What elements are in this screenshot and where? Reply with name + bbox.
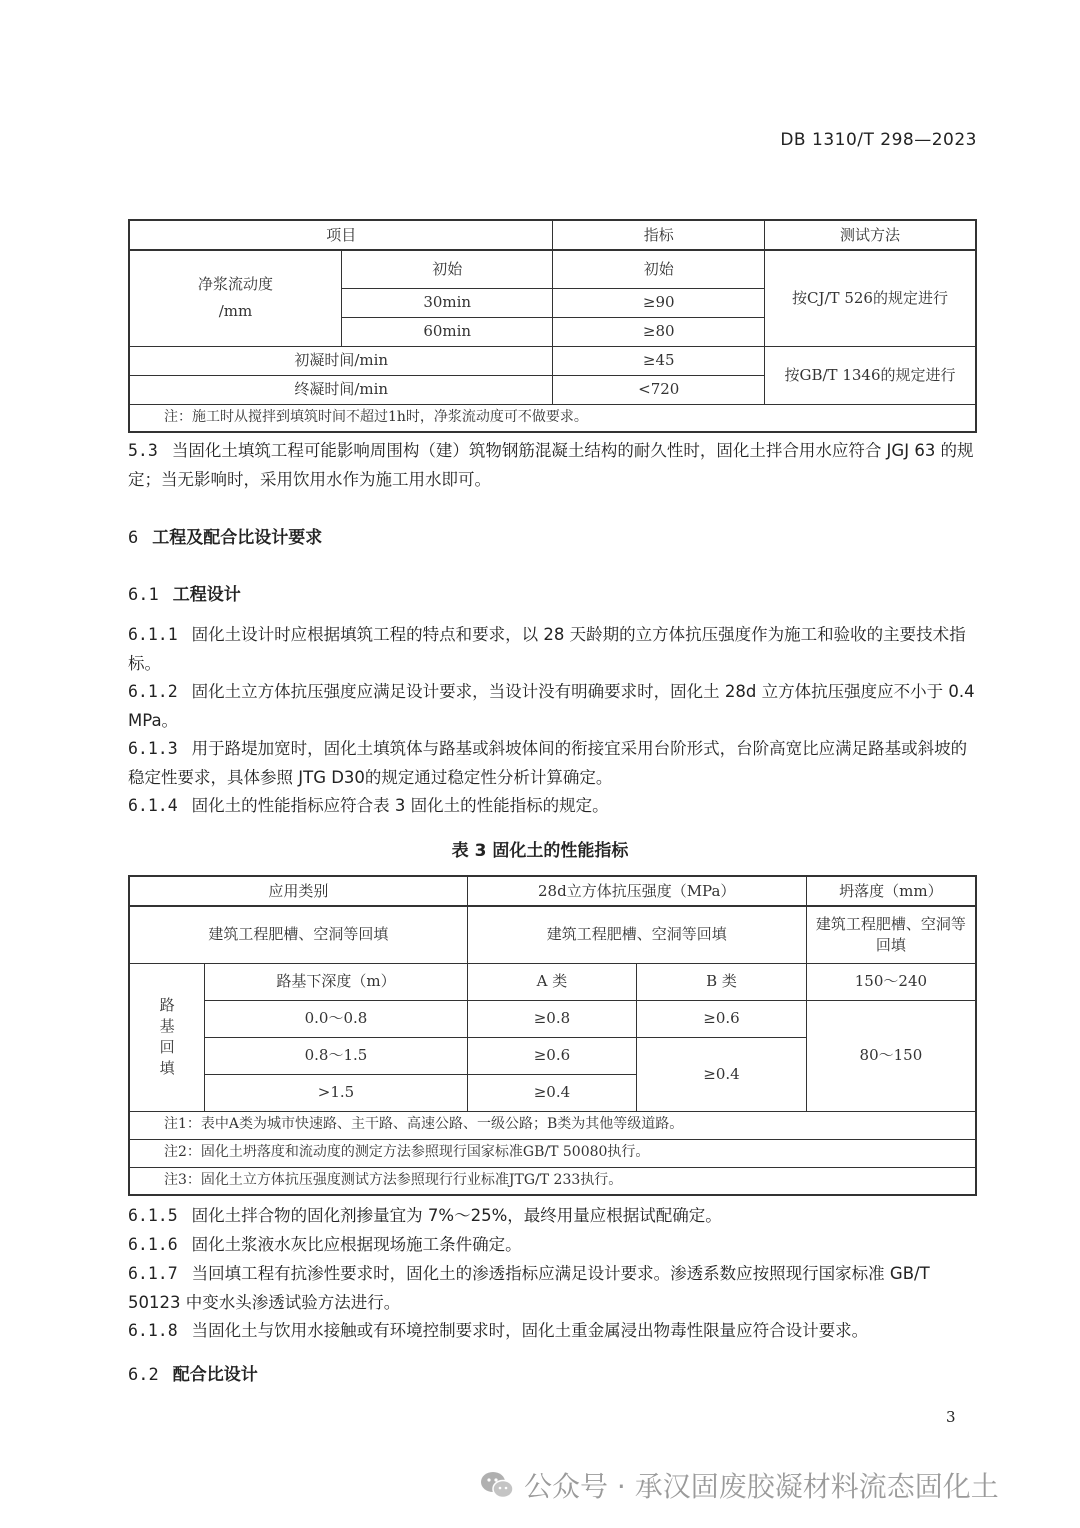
section-6-heading: 6 工程及配合比设计要求 bbox=[128, 528, 323, 548]
t3-slump-top: 150～240 bbox=[806, 963, 976, 1000]
t3-road-fill-label: 路 基 回 填 bbox=[129, 963, 205, 1111]
t2-initial-set-label: 初凝时间/min bbox=[129, 346, 553, 375]
t2-sub-initial: 初始 bbox=[341, 250, 553, 288]
t3-b-row-1: ≥0.6 bbox=[637, 1000, 807, 1037]
t3-header-category: 应用类别 bbox=[129, 876, 467, 906]
table-3-caption: 表 3 固化土的性能指标 bbox=[451, 841, 629, 861]
t3-depth-row-1: 0.0～0.8 bbox=[205, 1000, 467, 1037]
footer-watermark bbox=[480, 1465, 999, 1505]
t3-header-strength: 28d立方体抗压强度（MPa） bbox=[467, 876, 806, 906]
para-6-1-6: 6.1.6 固化土浆液水灰比应根据现场施工条件确定。 bbox=[128, 1235, 522, 1254]
t2-value-60min: ≥80 bbox=[553, 317, 765, 346]
t2-header-index: 指标 bbox=[553, 220, 765, 250]
t2-value-initial: 初始 bbox=[553, 250, 765, 288]
t3-class-a-header: A 类 bbox=[467, 963, 637, 1000]
table-3 bbox=[128, 875, 977, 1196]
t3-note-3: 注3：固化土立方体抗压强度测试方法参照现行行业标准JTG/T 233执行。 bbox=[129, 1167, 976, 1195]
t3-b-row-2-3: ≥0.4 bbox=[637, 1037, 807, 1111]
para-6-1-8: 6.1.8 当固化土与饮用水接触或有环境控制要求时，固化土重金属浸出物毒性限量应符合设计要求。 bbox=[128, 1321, 869, 1340]
t2-note: 注：施工时从搅拌到填筑时间不超过1h时，净浆流动度可不做要求。 bbox=[129, 404, 976, 432]
t2-final-set-value: <720 bbox=[553, 375, 765, 404]
t2-header-item: 项目 bbox=[129, 220, 553, 250]
t2-sub-60min: 60min bbox=[341, 317, 553, 346]
wechat-icon bbox=[480, 1470, 514, 1500]
t3-depth-header: 路基下深度（m） bbox=[205, 963, 467, 1000]
t2-final-set-label: 终凝时间/min bbox=[129, 375, 553, 404]
t2-header-method: 测试方法 bbox=[764, 220, 976, 250]
t3-note-2: 注2：固化土坍落度和流动度的测定方法参照现行国家标准GB/T 50080执行。 bbox=[129, 1139, 976, 1167]
t3-a-row-3: ≥0.4 bbox=[467, 1074, 637, 1111]
page-number: 3 bbox=[946, 1408, 956, 1426]
document-id: DB 1310/T 298—2023 bbox=[780, 130, 977, 150]
t2-sub-30min: 30min bbox=[341, 288, 553, 317]
t2-initial-set-value: ≥45 bbox=[553, 346, 765, 375]
t2-flow-method: 按CJ/T 526的规定进行 bbox=[764, 250, 976, 346]
t3-depth-row-2: 0.8～1.5 bbox=[205, 1037, 467, 1074]
t3-fill-strength: 建筑工程肥槽、空洞等回填 bbox=[467, 906, 806, 963]
table-2 bbox=[128, 219, 977, 433]
para-6-1-4: 6.1.4 固化土的性能指标应符合表 3 固化土的性能指标的规定。 bbox=[128, 796, 609, 815]
para-6-1-2: 6.1.2 固化土立方体抗压强度应满足设计要求，当设计没有明确要求时，固化土 28d 立方体抗压强度应不小于 0.4 MPa。 bbox=[128, 682, 975, 730]
t3-a-row-2: ≥0.6 bbox=[467, 1037, 637, 1074]
t3-a-row-1: ≥0.8 bbox=[467, 1000, 637, 1037]
t2-set-method: 按GB/T 1346的规定进行 bbox=[764, 346, 976, 404]
para-6-1-5: 6.1.5 固化土拌合物的固化剂掺量宜为 7%～25%，最终用量应根据试配确定。 bbox=[128, 1206, 722, 1225]
t3-header-slump: 坍落度（mm） bbox=[806, 876, 976, 906]
footer-text: 公众号 · 承汉固废胶凝材料流态固化土 bbox=[524, 1470, 999, 1503]
t3-fill-slump: 建筑工程肥槽、空洞等回填 bbox=[806, 906, 976, 963]
t3-fill-category: 建筑工程肥槽、空洞等回填 bbox=[129, 906, 467, 963]
t3-class-b-header: B 类 bbox=[637, 963, 807, 1000]
t2-value-30min: ≥90 bbox=[553, 288, 765, 317]
t2-flow-label: 净浆流动度 /mm bbox=[129, 250, 341, 346]
section-6-1-heading: 6.1 工程设计 bbox=[128, 585, 241, 605]
t3-note-1: 注1：表中A类为城市快速路、主干路、高速公路、一级公路；B类为其他等级道路。 bbox=[129, 1111, 976, 1139]
t3-depth-row-3: >1.5 bbox=[205, 1074, 467, 1111]
section-6-2-heading: 6.2 配合比设计 bbox=[128, 1365, 258, 1385]
para-6-1-7: 6.1.7 当回填工程有抗渗性要求时，固化土的渗透指标应满足设计要求。渗透系数应按照现行国家标准 GB/T 50123 中变水头渗透试验方法进行。 bbox=[128, 1264, 930, 1312]
para-5-3: 5.3 当固化土填筑工程可能影响周围构（建）筑物钢筋混凝土结构的耐久性时，固化土拌合用水应符合 JGJ 63 的规定；当无影响时，采用饮用水作为施工用水即可。 bbox=[128, 441, 974, 489]
para-6-1-3: 6.1.3 用于路堤加宽时，固化土填筑体与路基或斜坡体间的衔接宜采用台阶形式，台阶高宽比应满足路基或斜坡的稳定性要求，具体参照 JTG D30的规定通过稳定性分析计算确定。 bbox=[128, 739, 968, 787]
para-6-1-1: 6.1.1 固化土设计时应根据填筑工程的特点和要求，以 28 天龄期的立方体抗压强度作为施工和验收的主要技术指标。 bbox=[128, 625, 966, 673]
t3-slump-bottom: 80～150 bbox=[806, 1000, 976, 1111]
